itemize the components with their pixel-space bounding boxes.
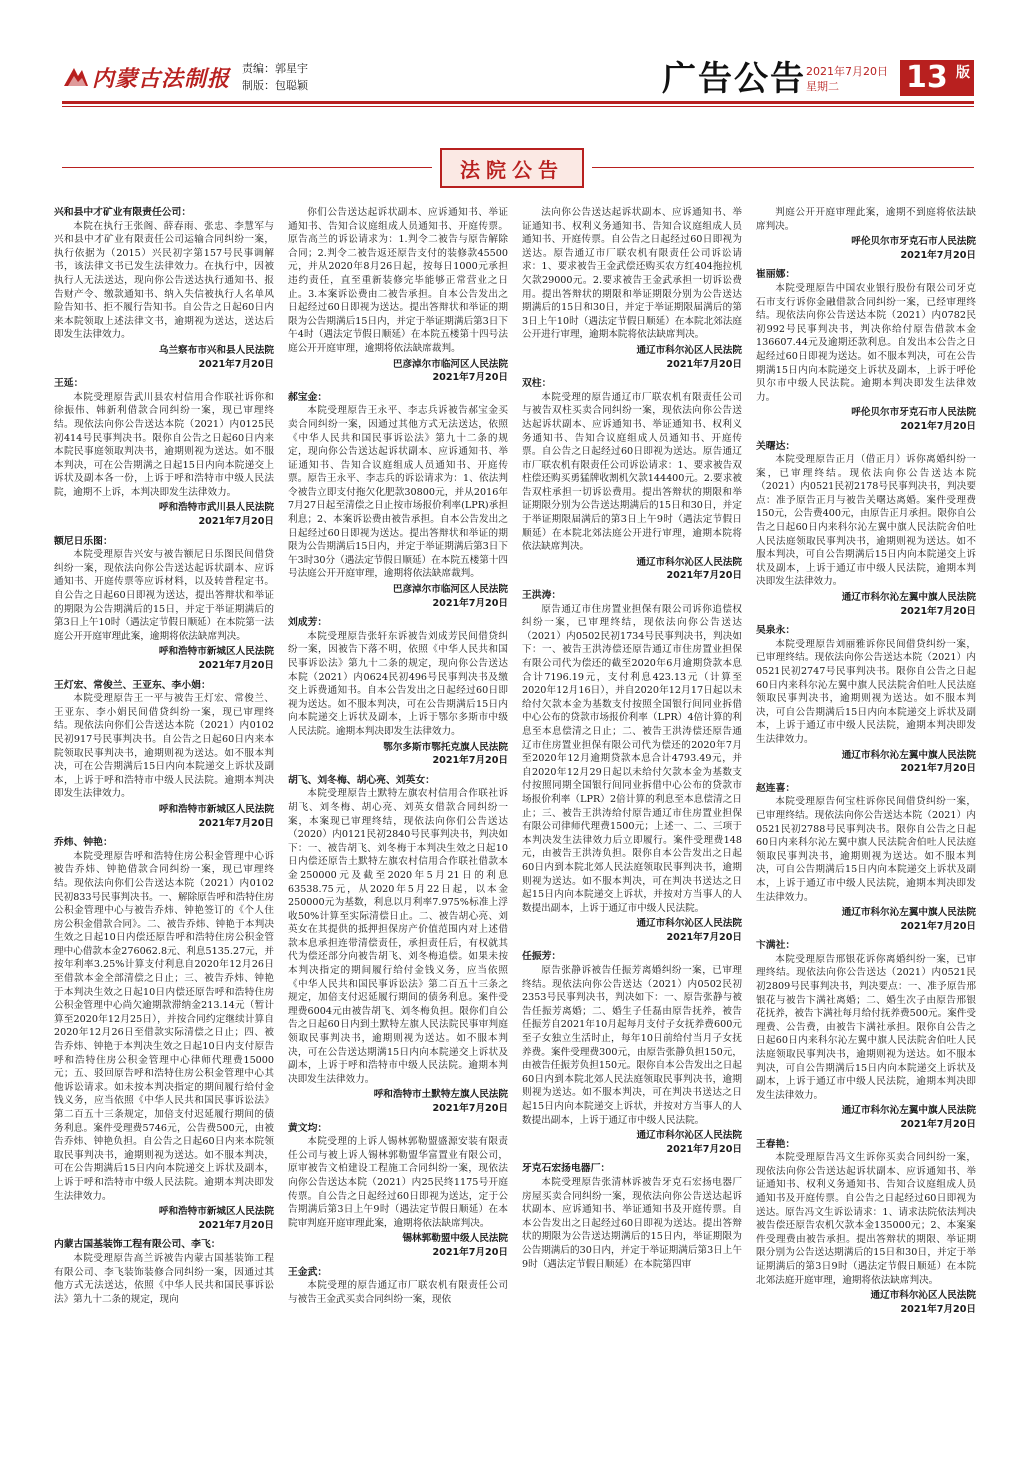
notice-body: 法向你公告送达起诉状副本、应诉通知书、举证通知书、权利义务通知书、告知合议庭组成人员通知书、开庭传票。自公告之日起经过60日即视为送达。原告通辽市厂联农机有限责任公司诉讼请求：1、要求被告王金武偿还购买农方红404拖拉机欠款29000元。2.要求被告王金武承担一切诉讼费用。提出答辩状的期限和举证期限分别为公告送达期满后的15日和30日，并定于举证期限届满后的第3日上午10时（遇法定节假日顺延）在本院北郊法庭公开进行审理，逾期本院将依法缺席判决。 <box>522 207 742 341</box>
notice-addressee: 王春艳： <box>756 1138 796 1150</box>
notice-body: 本院受理原告高兰诉被告内蒙古国基装饰工程有限公司、李飞装饰装修合同纠纷一案，因通过其他方式无法送达，依照《中华人民共和国民事诉讼法》第九十二条的规定，现向 <box>54 1252 274 1305</box>
producer-line: 制版：包聪颖 <box>242 79 308 92</box>
notice-date: 2021年7月20日 <box>900 920 976 932</box>
notice-addressee: 关曙达： <box>756 440 796 452</box>
court-notice <box>54 206 274 371</box>
notice-court: 通辽市科尔沁区人民法院 <box>636 344 742 356</box>
court-notice <box>522 377 742 583</box>
header-rule-thin <box>62 106 974 107</box>
notice-addressee: 乔炜、钟艳： <box>54 837 113 849</box>
notice-addressee: 吴泉永： <box>756 625 796 637</box>
notice-date: 2021年7月20日 <box>432 372 508 384</box>
court-notice <box>756 206 976 262</box>
court-notice <box>756 440 976 619</box>
court-notice <box>54 1238 274 1306</box>
notice-date: 2021年7月20日 <box>666 358 742 370</box>
issue-date <box>806 64 888 94</box>
notice-court: 锡林郭勒盟中级人民法院 <box>402 1233 508 1245</box>
notice-court: 呼和浩特市武川县人民法院 <box>158 502 274 514</box>
column-3 <box>522 206 742 1468</box>
court-notice <box>756 268 976 433</box>
court-notice <box>522 589 742 944</box>
notice-date: 2021年7月20日 <box>900 420 976 432</box>
notice-court: 呼和浩特市土默特左旗人民法院 <box>373 1089 508 1101</box>
court-notice <box>54 836 274 1232</box>
notice-body: 本院受理原告王一平与被告王灯宏、常俊兰、王亚东、李小娟民间借贷纠纷一案，现已审理终结。现依法向你们公告送达本院（2021）内0102民初917号民事判决书。自公告之日起60日内来本院领取民事判决书，逾期则视为送达。如不服本判决，可在公告期满后15日内向本院递交上诉状及副本，上诉于呼和浩特市中级人民法院。逾期本判决即发生法律效力。 <box>54 693 274 800</box>
issue-date-text: 2021年7月20日 <box>806 65 888 78</box>
page-suffix: 版 <box>956 65 970 81</box>
notice-addressee: 卞满社： <box>756 940 796 952</box>
logo-text: 内蒙古法制报 <box>92 66 231 92</box>
court-notice <box>522 206 742 371</box>
notice-court: 鄂尔多斯市鄂托克旗人民法院 <box>383 741 508 753</box>
court-notice <box>288 774 508 1116</box>
notice-date: 2021年7月20日 <box>432 1103 508 1114</box>
banner-label: 法院公告 <box>460 157 564 182</box>
notice-addressee: 额尼日乐图： <box>54 535 113 547</box>
notice-body: 本院受理的上诉人锡林郭勒盟盛源安装有限责任公司与被上诉人锡林郭勒盟华富置业有限公司，原审被告文柏建设工程施工合同纠纷一案，现依法向你公告送达本院（2021）内25民终1175号开庭传票。自公告之日起经过60日即视为送达，定于公告期满后第3日上午9时（遇法定节假日顺延）在本院审判庭开庭审理此案，逾期将依法缺席判决。 <box>288 1136 508 1229</box>
notice-body: 本院受理原告土默特左旗农村信用合作联社诉胡飞、刘冬梅、胡心亮、刘英女借款合同纠纷一案，本案现已审理终结，现依法向你们公告送达（2020）内0121民初2840号民事判决书，判决如下：一、被告胡飞、刘冬梅于本判决生效之日起10日内偿还原告土默特左旗农村信用合作联社借款本金250000元及截至2020年5月21日的利息63538.75元，从2020年5月22日起，以本金250000元为基数，利息以月利率7.975%标准上浮收50%计算至实际清偿日止。二、被告胡心亮、刘英女在其提供的抵押担保房产价值范围内对上述借款本息承担连带清偿责任，承担责任后，有权就其代为偿还部分向被告胡飞、刘冬梅追偿。如果未按本判决指定的期间履行给付金钱义务，应当依照《中华人民共和国民事诉讼法》第二百五十三条之规定，加倍支付迟延履行期间的债务利息。案件受理费6004元由被告胡飞、刘冬梅负担。限你们自公告之日起60日内到土默特左旗人民法院民事审判庭领取民事判决书，逾期则视为送达。如不服本判决，可在公告送达期满15日内向本院递交上诉状及副本，上诉于呼和浩特市中级人民法院。逾期本判决即发生法律效力。 <box>288 788 508 1085</box>
notice-court: 呼伦贝尔市牙克石市人民法院 <box>851 407 976 419</box>
notice-addressee: 王洪涛： <box>522 590 562 602</box>
court-notice <box>756 1138 976 1317</box>
section-title: 广告公告 <box>662 59 806 99</box>
court-notice <box>756 939 976 1131</box>
court-notice <box>288 1122 508 1260</box>
notice-body: 本院受理原告呼和浩特住房公积金管理中心诉被告乔炜、钟艳借款合同纠纷一案，现已审理终结。现依法向你们公告送达本院（2021）内0102民初833号民事判决书。一、解除原告呼和浩特住房公积金管理中心与被告乔炜、钟艳签订的《个人住房公积金借款合同》。二、被告乔炜、钟艳于本判决生效之日起10日内偿还原告呼和浩特住房公积金管理中心借款本金276062.8元、利息5135.27元，并按年利率3.25%计算支付利息自2020年12月26日至借款本金全部清偿之日止；三、被告乔炜、钟艳于本判决生效之日起10日内偿还原告呼和浩特住房公积金管理中心尚欠逾期款滞纳金213.14元（暂计算至2020年12月25日），并按合同约定继续计算自2020年12月26日至借款实际清偿之日止；四、被告乔炜、钟艳于本判决生效之日起10日内支付原告呼和浩特住房公积金管理中心律师代理费15000元；五、驳回原告呼和浩特住房公积金管理中心其他诉讼请求。如未按本判决指定的期间履行给付金钱义务，应当依照《中华人民共和国民事诉讼法》第二百五十三条规定，加倍支付迟延履行期间的债务利息。案件受理费5746元，公告费500元，由被告乔炜、钟艳负担。自公告之日起60日内来本院领取民事判决书，逾期则视为送达。如不服本判决，可在公告期满后15日内向本院递交上诉状及副本，上诉于呼和浩特市中级人民法院。逾期本判决即发生法律效力。 <box>54 850 274 1202</box>
masthead <box>62 58 974 100</box>
notice-body: 原告通辽市住房置业担保有限公司诉你追偿权纠纷一案，已审理终结，现依法向你公告送达（2021）内0502民初1734号民事判决书，判决如下：一、被告王洪涛偿还原告通辽市住房置业担保有限公司代为偿还的截至2020年6月逾期贷款本息合计7196.19元，支付利息423.13元（计算至2020年12月16日），并自2020年12月17日起以未给付欠款本金为基数支付按照全国银行间同业拆借中心公布的贷款市场报价利率（LPR）4倍计算的利息至本息偿清之日止；二、被告王洪涛偿还原告通辽市住房置业担保有限公司代为偿还的2020年7月至2020年12月逾期贷款本息合计4793.49元，并自2020年12月29日起以未给付欠款本金为基数支付按照同期全国银行间同业拆借中心公布的贷款市场报价利率（LPR）2倍计算的利息至本息偿清之日止；三、被告王洪涛给付原告通辽市住房置业担保有限公司律师代理费1500元；上述一、二、三项于本判决发生法律效力后立即履行。案件受理费148元，由被告王洪涛负担。限你自本公告发出之日起60日内到本院北郊人民法庭领取民事判决书，逾期则视为送达。如不服本判决，可在判决书送达之日起15日内向本院递交上诉状，并按对方当事人的人数提出副本，上诉于通辽市中级人民法院。 <box>522 603 742 914</box>
notice-addressee: 任振芳： <box>522 951 562 963</box>
court-notice <box>756 624 976 776</box>
notice-date: 2021年7月20日 <box>198 817 274 829</box>
notice-court: 巴彦淖尔市临河区人民法院 <box>392 358 508 370</box>
court-notice-banner <box>440 148 584 188</box>
notice-body: 判庭公开开庭审理此案，逾期不到庭将依法缺席判决。 <box>756 207 976 232</box>
notice-court: 乌兰察布市兴和县人民法院 <box>158 344 274 356</box>
court-notice <box>522 1162 742 1271</box>
notice-date: 2021年7月20日 <box>900 605 976 617</box>
notice-date: 2021年7月20日 <box>432 1246 508 1258</box>
notice-body: 本院受理原告武川县农村信用合作联社诉你和徐振伟、韩新利借款合同纠纷一案，现已审理终结。现依法向你公告送达本院（2021）内0125民初414号民事判决书。限你自公告之日起60日内来本院民事庭领取判决书，逾期则视为送达。如不服本判决，可在公告期满之日起15日内向本院递交上诉状及副本各一份，上诉于呼和浩特市中级人民法院，逾期不上诉，本判决即发生法律效力。 <box>54 391 274 498</box>
notice-court: 巴彦淖尔市临河区人民法院 <box>392 584 508 596</box>
court-notice <box>288 616 508 768</box>
banner-divider-right <box>592 167 974 168</box>
notice-addressee: 崔丽娜： <box>756 269 796 281</box>
notice-court: 呼和浩特市新城区人民法院 <box>158 1206 274 1218</box>
header-rule <box>62 101 974 104</box>
notice-date: 2021年7月20日 <box>198 516 274 528</box>
notice-body: 本院受理原告张清林诉被告牙克石宏扬电器厂房屋买卖合同纠纷一案，现依法向你公告送达起诉状副本、应诉通知书、举证通知书及开庭传票。自本公告发出之日起经过60日即视为送达。提出答辩状的期限为公告送达期满后的15日内，举证期限为公告期满后的30日内，并定于举证期满后第3日上午9时（遇法定节假日顺延）在本院第四审 <box>522 1176 742 1270</box>
notice-date: 2021年7月20日 <box>666 1143 742 1155</box>
notice-body: 本院受理原告邢银花诉你离婚纠纷一案，已审理终结。现依法向你公告送达（2021）内0521民初2809号民事判决书，判决要点：一、准予原告邢银花与被告卞满社离婚；二、婚生次子由原告邢银花抚养，被告卞满社每月给付抚养费500元。案件受理费、公告费，由被告卞满社承担。限你自公告之日起60日内来科尔沁左翼中旗人民法院舍伯吐人民法庭领取民事判决书，逾期则视为送达。如不服本判决，可自公告期满后15日内向本院递交上诉状及副本，上诉于通辽市中级人民法院，逾期本判决即发生法律效力。 <box>756 953 976 1101</box>
notice-addressee: 王金武： <box>288 1266 328 1278</box>
court-notice <box>288 391 508 611</box>
notice-addressee: 兴和县中才矿业有限责任公司： <box>54 207 192 218</box>
column-4 <box>756 206 976 1468</box>
notice-body: 本院受理原告刘丽雅诉你民间借贷纠纷一案，已审理终结。现依法向你公告送达本院（2021）内0521民初2747号民事判决书。限你自公告之日起60日内来科尔沁左翼中旗人民法院舍伯吐人民法庭领取民事判决书，逾期则视为送达。如不服本判决，可自公告期满后15日内向本院递交上诉状及副本，上诉于通辽市中级人民法院，逾期本判决即发生法律效力。 <box>756 638 976 745</box>
court-notice <box>54 377 274 529</box>
court-notice <box>288 206 508 385</box>
notice-addressee: 双柱： <box>522 378 552 390</box>
notice-court: 通辽市科尔沁左翼中旗人民法院 <box>841 1105 976 1117</box>
notice-court: 呼和浩特市新城区人民法院 <box>158 803 274 815</box>
notice-addressee: 刘成芳： <box>288 617 328 629</box>
notice-addressee: 赵连喜： <box>756 782 796 794</box>
notice-addressee: 胡飞、刘冬梅、胡心亮、刘英女： <box>288 774 435 786</box>
notice-addressee: 黄文均： <box>288 1122 328 1134</box>
notice-date: 2021年7月20日 <box>900 1119 976 1130</box>
logo-emblem-icon <box>62 64 90 90</box>
notice-body: 本院受理原告何宝柱诉你民间借贷纠纷一案，已审理终结。现依法向你公告送达本院（2021）内0521民初2788号民事判决书。限你自公告之日起60日内来科尔沁左翼中旗人民法院舍伯吐人民法庭领取民事判决书，逾期则视为送达。如不服本判决，可自公告期满后15日内向本院递交上诉状及副本，上诉于通辽市中级人民法院，逾期本判决即发生法律效力。 <box>756 796 976 903</box>
notice-date: 2021年7月20日 <box>900 1303 976 1315</box>
notice-body: 本院在执行王张阁、薛春雨、张忠、李慧军与兴和县中才矿业有限责任公司运输合同纠纷一案，执行依据为（2015）兴民初字第157号民事调解书，该法律文书已发生法律效力。在执行中，因被执行人无法送达，现向你公告送达执行通知书、报告财产令、缴款通知书、纳入失信被执行人名单风险告知书、拒不履行告知书。自公告之日起60日内来本院领取上述法律文书，逾期视为送达，送达后即发生法律效力。 <box>54 220 274 341</box>
notice-columns <box>54 206 978 1468</box>
notice-date: 2021年7月20日 <box>198 660 274 671</box>
notice-court: 通辽市科尔沁区人民法院 <box>636 918 742 930</box>
editor-line: 责编：郭星宇 <box>242 62 308 75</box>
notice-court: 通辽市科尔沁区人民法院 <box>636 1130 742 1142</box>
notice-body: 本院受理原告兴安与被告额尼日乐图民间借贷纠纷一案，现依法向你公告送达起诉状副本、应诉通知书、开庭传票等应诉材料，以及转普程定书。自公告之日起60日即视为送达，提出答辩状和举证的期限为公告期满后的15日，并定于举证期满后的第3日上午10时（遇法定节假日顺延）在本院第一法庭公开开庭审理此案，逾期将依法缺席判决。 <box>54 549 274 642</box>
court-notice <box>54 679 274 831</box>
notice-court: 呼伦贝尔市牙克石市人民法院 <box>851 236 976 248</box>
notice-body: 本院受理原告王永平、李志兵诉被告郝宝金买卖合同纠纷一案，因通过其他方式无法送达，依照《中华人民共和国民事诉讼法》第九十二条的规定，现向你公告送达起诉状副本、应诉通知书、举证通知书、告知合议庭组成人员通知书、开庭传票。原告王永平、李志兵的诉讼请求为：1、依法判令被告立即支付拖欠化肥款30800元，并从2016年7月27日起至清偿之日止按市场报价利率(LPR)承担利息；2、本案诉讼费由被告承担。自本公告发出之日起经过60日即视为送达。提出答辩状和举证的期限为公告期满后15日内，并定于举证期满后第3日下午3时30分（遇法定节假日顺延）在本院五楼第十四号法庭公开开庭审理，逾期将依法缺席裁判。 <box>288 405 508 580</box>
notice-addressee: 内蒙古国基装饰工程有限公司、李飞： <box>54 1239 221 1251</box>
newspaper-logo <box>62 62 230 92</box>
notice-addressee: 牙克石宏扬电器厂： <box>522 1163 611 1175</box>
banner-divider-left <box>62 167 432 168</box>
page-number-badge <box>900 60 974 96</box>
notice-court: 通辽市科尔沁左翼中旗人民法院 <box>841 907 976 919</box>
notice-court: 通辽市科尔沁区人民法院 <box>870 1290 976 1302</box>
notice-body: 本院受理原告张轩东诉被告刘成芳民间借贷纠纷一案，因被告下落不明，依照《中华人民共和国民事诉讼法》第九十二条的规定，现向你公告送达本院（2021）内0624民初496号民事判决书及缴交上诉费通知书。自本公告发出之日起经过60日即视为送达。如不服本判决，可在公告期满后15日内向本院递交上诉状及副本，上诉于鄂尔多斯市中级人民法院。逾期本判决即发生法律效力。 <box>288 630 508 737</box>
court-notice <box>288 1266 508 1307</box>
court-notice <box>54 535 274 673</box>
notice-addressee: 王延： <box>54 378 84 390</box>
notice-body: 原告张静诉被告任振芳离婚纠纷一案，已审理终结。现依法向你公告送达（2021）内0502民初2353号民事判决书，判决如下：一、原告张静与被告任振芳离婚；二、婚生子任磊由原告抚养，被告任振芳自2021年10月起每月支付子女抚养费600元至子女独立生活时止，每年10日前给付当月子女抚养费。案件受理费300元，由原告张静负担150元，由被告任振芳负担150元。限你自本公告发出之日起60日内到本院北郊人民法庭领取民事判决书，逾期则视为送达。如不服本判决，可在判决书送达之日起15日内向本院递交上诉状，并按对方当事人的人数提出副本，上诉于通辽市中级人民法院。 <box>522 965 742 1126</box>
notice-addressee: 郝宝金： <box>288 391 328 403</box>
notice-date: 2021年7月20日 <box>900 249 976 261</box>
notice-date: 2021年7月20日 <box>432 597 508 609</box>
notice-date: 2021年7月20日 <box>666 931 742 943</box>
notice-body: 本院受理的原告通辽市厂联农机有限责任公司与被告王金武买卖合同纠纷一案，现依 <box>288 1280 508 1305</box>
notice-body: 本院受理的原告通辽市厂联农机有限责任公司与被告双柱买卖合同纠纷一案，现依法向你公告送达起诉状副本、应诉通知书、举证通知书、权利义务通知书、告知合议庭组成人员通知书、开庭传票。自公告之日起经过60日即视为送达。原告通辽市厂联农机有限责任公司诉讼请求：1、要求被告双柱偿还购买勇猛牌收割机欠款144400元。2.要求被告双柱承担一切诉讼费用。提出答辩状的期限和举证期限分别为公告送达期满后的15日和30日，并定于举证期限届满后的第3日上午9时（遇法定节假日顺延）在本院北郊法庭公开进行审理，逾期本院将依法缺席判决。 <box>522 391 742 553</box>
editor-credits <box>242 60 308 94</box>
notice-date: 2021年7月20日 <box>198 358 274 370</box>
notice-court: 通辽市科尔沁左翼中旗人民法院 <box>841 749 976 761</box>
column-1 <box>54 206 274 1468</box>
notice-court: 呼和浩特市新城区人民法院 <box>158 646 274 658</box>
notice-body: 你们公告送达起诉状副本、应诉通知书、举证通知书、告知合议庭组成人员通知书、开庭传票。原告高兰的诉讼请求为：1.判令二被告与原告解除合同；2.判令二被告返还原告支付的装修款45500元，并从2020年8月26日起，按每日1000元承担违约责任，直至重新装修完毕能够正常营业之日止。3.本案诉讼费由二被告承担。自本公告发出之日起经过60日即视为送达。提出答辩状和举证的期限为公告期满后15日内，并定于举证期满后第3日下午4时（遇法定节假日顺延）在本院五楼第十四号法庭公开开庭审理，逾期将依法缺席裁判。 <box>288 207 508 354</box>
notice-body: 本院受理原告中国农业银行股份有限公司牙克石市支行诉你金融借款合同纠纷一案，已经审理终结。现依法向你公告送达本院（2021）内0782民初992号民事判决书，判决你给付原告借款本金136607.44元及逾期还款利息。自发出本公告之日起经过60日即视为送达。如不服本判决，可在公告期满15日内向本院递交上诉状及副本，上诉于呼伦贝尔市中级人民法院。逾期本判决即发生法律效力。 <box>756 282 976 403</box>
court-notice <box>756 782 976 934</box>
notice-body: 本院受理原告冯文生诉你买卖合同纠纷一案，现依法向你公告送达起诉状副本、应诉通知书、举证通知书、权利义务通知书、告知合议庭组成人员通知书及开庭传票。自公告之日起经过60日即视为送达。原告冯文生诉讼请求：1、请求法院依法判决被告偿还原告农机欠款本金135000元；2、本案案件受理费由被告承担。提出答辩状的期限、举证期限分别为公告送达期满后的15日和30日，并定于举证期满后的第3日9时（遇法定节假日顺延）在本院北郊法庭开庭审理，逾期将依法缺席判决。 <box>756 1152 976 1286</box>
court-notice <box>522 950 742 1156</box>
notice-court: 通辽市科尔沁左翼中旗人民法院 <box>841 592 976 604</box>
notice-body: 本院受理原告正月（借正月）诉你离婚纠纷一案，已审理终结。现依法向你公告送达本院（2021）内0521民初2178号民事判决书，判决要点：准予原告正月与被告关曙达离婚。案件受理费150元，公告费400元，由原告正月承担。限你自公告之日起60日内来科尔沁左翼中旗人民法院舍伯吐人民法庭领取民事判决书，逾期则视为送达。如不服本判决，可自公告期满后15日内向本院递交上诉状及副本，上诉于通辽市中级人民法院，逾期本判决即发生法律效力。 <box>756 454 976 588</box>
notice-addressee: 王灯宏、常俊兰、王亚东、李小娟： <box>54 679 211 691</box>
page-number: 13 <box>906 60 948 95</box>
notice-date: 2021年7月20日 <box>432 755 508 767</box>
notice-date: 2021年7月20日 <box>900 763 976 775</box>
notice-date: 2021年7月20日 <box>666 570 742 582</box>
column-2 <box>288 206 508 1468</box>
issue-weekday: 星期二 <box>806 80 839 93</box>
notice-date: 2021年7月20日 <box>198 1219 274 1231</box>
notice-court: 通辽市科尔沁区人民法院 <box>636 556 742 568</box>
